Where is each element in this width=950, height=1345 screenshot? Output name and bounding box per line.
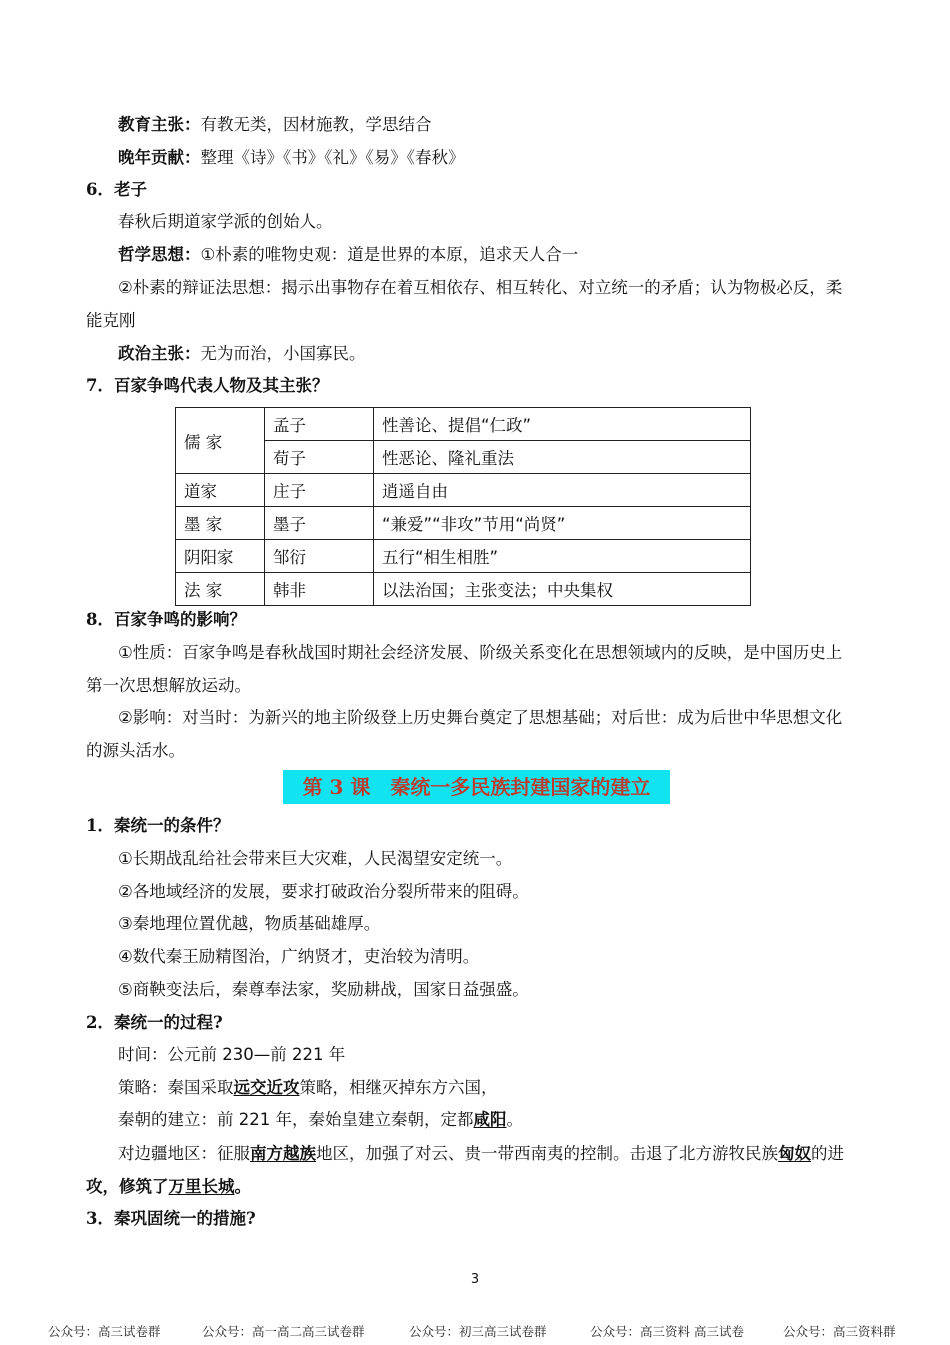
influence-p2-line-1: ②影响：对当时：为新兴的地主阶级登上历史舞台奠定了思想基础；对后世：成为后世中华思想文化 [118, 708, 843, 727]
border-text-a: 对边疆地区：征服 [118, 1144, 250, 1163]
claim-cell: 五行“相生相胜” [374, 540, 751, 573]
person-cell: 庄子 [265, 474, 374, 507]
footer-item: 公众号：初三高三试卷群 [409, 1324, 547, 1339]
school-cell: 儒 家 [176, 408, 265, 474]
process-border-line-2 [86, 1175, 251, 1199]
schools-table [175, 407, 751, 606]
process-border-line-1 [118, 1142, 844, 1166]
school-cell: 墨 家 [176, 507, 265, 540]
footer-item: 公众号：高三资料群 [783, 1324, 896, 1339]
strategy-keyword: 远交近攻 [233, 1078, 300, 1097]
list-item: ①长期战乱给社会带来巨大灾难，人民渴望安定统一。 [118, 849, 513, 868]
politics-text: 无为而治，小国寡民。 [200, 344, 366, 363]
claim-cell: 性恶论、隆礼重法 [374, 441, 751, 474]
late-label: 晚年贡献： [118, 148, 201, 167]
person-cell: 韩非 [265, 573, 374, 606]
great-wall-keyword: 万里长城 [168, 1177, 235, 1196]
edu-label: 教育主张： [118, 115, 201, 134]
table-row [176, 474, 751, 507]
founding-text-b: 。 [506, 1110, 523, 1129]
xiongnu-keyword: 匈奴 [778, 1144, 811, 1163]
founding-text-a: 秦朝的建立：前 221 年，秦始皇建立秦朝，定都 [118, 1110, 474, 1129]
school-cell: 法 家 [176, 573, 265, 606]
dialectic-line-1: ②朴素的辩证法思想：揭示出事物存在着互相依存、相互转化、对立统一的矛盾；认为物极必反，柔 [118, 278, 843, 297]
measures-heading: 3．秦巩固统一的措施? [86, 1209, 256, 1228]
capital-keyword: 咸阳 [473, 1110, 507, 1129]
influence-p1-line-2: 第一次思想解放运动。 [86, 676, 251, 695]
border2-text-a: 攻，修筑了 [86, 1177, 169, 1196]
influence-p1-line-1: ①性质：百家争鸣是春秋战国时期社会经济发展、阶级关系变化在思想领域内的反映，是中国历史上 [118, 643, 843, 662]
schools-heading: 7．百家争鸣代表人物及其主张？ [86, 376, 329, 395]
process-founding [118, 1108, 523, 1132]
claim-cell: 逍遥自由 [374, 474, 751, 507]
process-time: 时间：公元前 230—前 221 年 [118, 1045, 346, 1064]
footer-item: 公众号：高三试卷群 [48, 1324, 161, 1339]
table-row [176, 507, 751, 540]
list-item: ⑤商鞅变法后，秦尊奉法家，奖励耕战，国家日益强盛。 [118, 980, 529, 999]
edu-text: 有教无类，因材施教，学思结合 [200, 115, 432, 134]
border-text-c: 的进 [811, 1144, 844, 1163]
phil-line [118, 243, 578, 267]
phil-text: ①朴素的唯物史观：道是世界的本原，追求天人合一 [200, 245, 579, 264]
dialectic-line-2: 能克刚 [86, 311, 136, 330]
strategy-text-b: 策略，相继灭掉东方六国， [299, 1078, 498, 1097]
person-cell: 墨子 [265, 507, 374, 540]
border2-text-b: 。 [234, 1177, 251, 1196]
edu-line [118, 113, 432, 137]
influence-p2-line-2: 的源头活水。 [86, 741, 185, 760]
border-text-b: 地区，加强了对云、贵一带西南夷的控制。击退了北方游牧民族 [316, 1144, 778, 1163]
footer-item: 公众号：高一高二高三试卷群 [202, 1324, 365, 1339]
table-row [176, 540, 751, 573]
process-heading: 2．秦统一的过程? [86, 1013, 223, 1032]
laozi-intro: 春秋后期道家学派的创始人。 [118, 212, 333, 231]
phil-label: 哲学思想： [118, 245, 201, 264]
claim-cell: 以法治国；主张变法；中央集权 [374, 573, 751, 606]
late-line [118, 146, 465, 170]
page-number: 3 [470, 1272, 480, 1287]
strategy-text-a: 策略：秦国采取 [118, 1078, 234, 1097]
list-item: ②各地域经济的发展，要求打破政治分裂所带来的阻碍。 [118, 882, 529, 901]
claim-cell: 性善论、提倡“仁政” [374, 408, 751, 441]
school-cell: 阴阳家 [176, 540, 265, 573]
influence-heading: 8．百家争鸣的影响？ [86, 610, 246, 629]
conditions-heading: 1．秦统一的条件？ [86, 816, 230, 835]
list-item: ③秦地理位置优越，物质基础雄厚。 [118, 914, 381, 933]
process-strategy [118, 1076, 498, 1100]
person-cell: 荀子 [265, 441, 374, 474]
footer-item: 公众号：高三资料 高三试卷 [590, 1324, 744, 1339]
laozi-heading: 6．老子 [86, 180, 147, 199]
claim-cell: “兼爱”“非攻”节用“尚贤” [374, 507, 751, 540]
late-text: 整理《诗》《书》《礼》《易》《春秋》 [200, 148, 465, 167]
politics-label: 政治主张： [118, 344, 201, 363]
list-item: ④数代秦王励精图治，广纳贤才，吏治较为清明。 [118, 947, 480, 966]
table-row [176, 408, 751, 441]
yue-keyword: 南方越族 [250, 1144, 316, 1163]
table-row [176, 573, 751, 606]
lesson-title: 第 3 课 秦统一多民族封建国家的建立 [283, 770, 670, 804]
person-cell: 孟子 [265, 408, 374, 441]
politics-line [118, 342, 366, 366]
person-cell: 邹衍 [265, 540, 374, 573]
school-cell: 道家 [176, 474, 265, 507]
